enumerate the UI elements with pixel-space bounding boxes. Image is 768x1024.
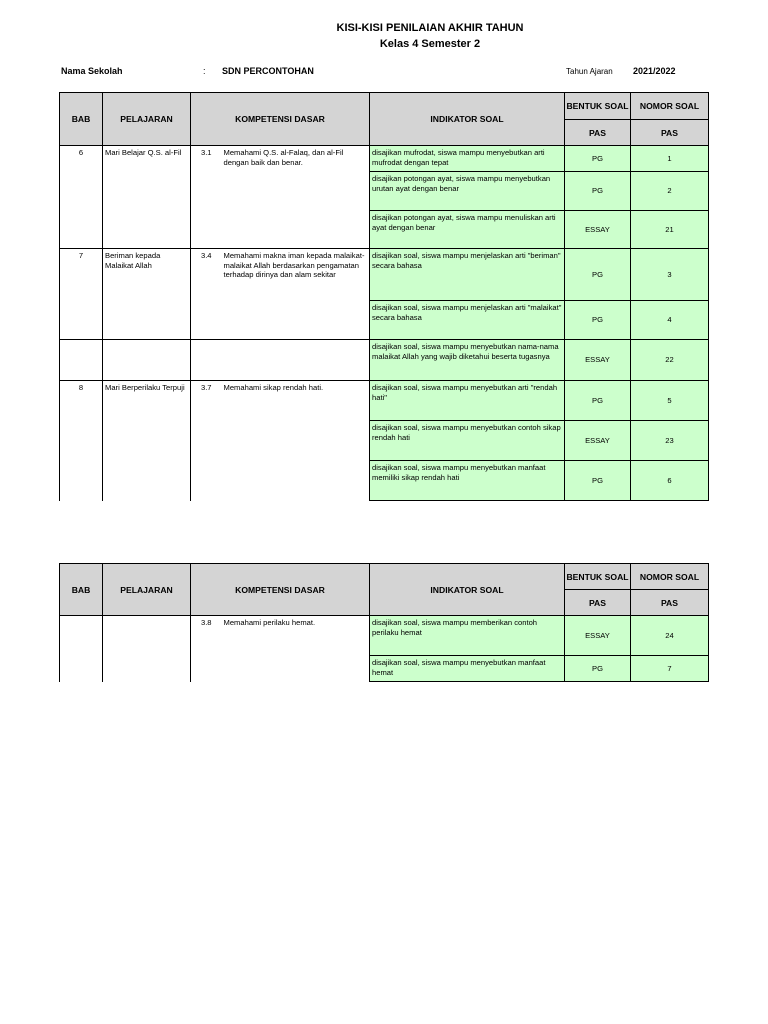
nomor-soal: 1 (631, 146, 709, 172)
pelajaran-name (103, 616, 191, 682)
bentuk-soal: PG (565, 301, 631, 340)
indikator-text: disajikan potongan ayat, siswa mampu menyebutkan urutan ayat dengan benar (370, 172, 565, 211)
col-header-pas-nomor: PAS (631, 590, 709, 616)
indikator-text: disajikan soal, siswa mampu menyebutkan contoh sikap rendah hati (370, 421, 565, 461)
nomor-soal: 2 (631, 172, 709, 211)
kisi-kisi-table-2 (59, 563, 709, 682)
col-header-pelajaran: PELAJARAN (103, 564, 191, 616)
school-label: Nama Sekolah (61, 66, 123, 76)
bab-number: 7 (60, 249, 103, 340)
pelajaran-name: Mari Berperilaku Terpuji (103, 381, 191, 501)
nomor-soal: 7 (631, 656, 709, 682)
bab-number (60, 340, 103, 381)
col-header-pas-bentuk: PAS (565, 590, 631, 616)
bentuk-soal: PG (565, 146, 631, 172)
bab-number (60, 616, 103, 682)
pelajaran-name: Mari Belajar Q.S. al-Fil (103, 146, 191, 249)
kisi-kisi-table-1 (59, 92, 709, 501)
nomor-soal: 6 (631, 461, 709, 501)
kd-number: 3.8 (191, 616, 222, 682)
kd-text: Memahami perilaku hemat. (223, 618, 316, 627)
year-value: 2021/2022 (633, 66, 676, 76)
nomor-soal: 22 (631, 340, 709, 381)
indikator-text: disajikan mufrodat, siswa mampu menyebutkan arti mufrodat dengan tepat (370, 146, 565, 172)
col-header-kompetensi: KOMPETENSI DASAR (191, 564, 370, 616)
bentuk-soal: ESSAY (565, 421, 631, 461)
indikator-text: disajikan soal, siswa mampu menyebutkan manfaat memiliki sikap rendah hati (370, 461, 565, 501)
col-header-indikator: INDIKATOR SOAL (370, 93, 565, 146)
document-title: KISI-KISI PENILAIAN AKHIR TAHUN (336, 22, 524, 34)
col-header-pas-nomor: PAS (631, 120, 709, 146)
school-name: SDN PERCONTOHAN (222, 66, 314, 76)
bentuk-soal: ESSAY (565, 340, 631, 381)
kd-number: 3.4 (191, 249, 222, 340)
bab-number: 6 (60, 146, 103, 249)
col-header-indikator: INDIKATOR SOAL (370, 564, 565, 616)
kd-text: Memahami makna iman kepada malaikat-malaikat Allah berdasarkan pengamatan terhadap dirinya dan alam sekitar (222, 249, 370, 340)
col-header-nomor: NOMOR SOAL (631, 564, 709, 590)
document-subtitle: Kelas 4 Semester 2 (379, 38, 481, 50)
table-row (60, 616, 709, 656)
nomor-soal: 4 (631, 301, 709, 340)
kd-text: Memahami Q.S. al-Falaq, dan al-Fil dengan baik dan benar. (223, 148, 344, 167)
kd-number (191, 340, 222, 381)
nomor-soal: 24 (631, 616, 709, 656)
bentuk-soal: PG (565, 172, 631, 211)
col-header-kompetensi: KOMPETENSI DASAR (191, 93, 370, 146)
table-row (60, 340, 709, 381)
indikator-text: disajikan soal, siswa mampu menyebutkan nama-nama malaikat Allah yang wajib diketahui beserta tugasnya (370, 340, 565, 381)
bentuk-soal: PG (565, 461, 631, 501)
nomor-soal: 23 (631, 421, 709, 461)
nomor-soal: 3 (631, 249, 709, 301)
indikator-text: disajikan potongan ayat, siswa mampu menuliskan arti ayat dengan benar (370, 211, 565, 249)
col-header-pas-bentuk: PAS (565, 120, 631, 146)
indikator-text: disajikan soal, siswa mampu menjelaskan arti "beriman" secara bahasa (370, 249, 565, 301)
nomor-soal: 5 (631, 381, 709, 421)
table-row (60, 381, 709, 421)
kd-text: Memahami sikap rendah hati. (222, 381, 370, 501)
indikator-text: disajikan soal, siswa mampu menyebutkan manfaat hemat (370, 656, 565, 682)
col-header-pelajaran: PELAJARAN (103, 93, 191, 146)
school-colon: : (203, 66, 206, 76)
bentuk-soal: ESSAY (565, 616, 631, 656)
col-header-bentuk: BENTUK SOAL (565, 564, 631, 590)
bentuk-soal: PG (565, 381, 631, 421)
indikator-text: disajikan soal, siswa mampu menyebutkan arti "rendah hati" (370, 381, 565, 421)
kd-number: 3.7 (191, 381, 222, 501)
pelajaran-name: Beriman kepada Malaikat Allah (103, 249, 191, 340)
year-label: Tahun Ajaran (566, 67, 613, 76)
nomor-soal: 21 (631, 211, 709, 249)
indikator-text: disajikan soal, siswa mampu memberikan contoh perilaku hemat (370, 616, 565, 656)
col-header-bab: BAB (60, 564, 103, 616)
pelajaran-name (103, 340, 191, 381)
bentuk-soal: PG (565, 656, 631, 682)
col-header-bentuk: BENTUK SOAL (565, 93, 631, 120)
col-header-nomor: NOMOR SOAL (631, 93, 709, 120)
bentuk-soal: ESSAY (565, 211, 631, 249)
indikator-text: disajikan soal, siswa mampu menjelaskan arti "malaikat" secara bahasa (370, 301, 565, 340)
col-header-bab: BAB (60, 93, 103, 146)
kd-text (222, 340, 370, 381)
table-row (60, 146, 709, 172)
bab-number: 8 (60, 381, 103, 501)
table-row (60, 249, 709, 301)
bentuk-soal: PG (565, 249, 631, 301)
kd-number: 3.1 (191, 146, 222, 249)
